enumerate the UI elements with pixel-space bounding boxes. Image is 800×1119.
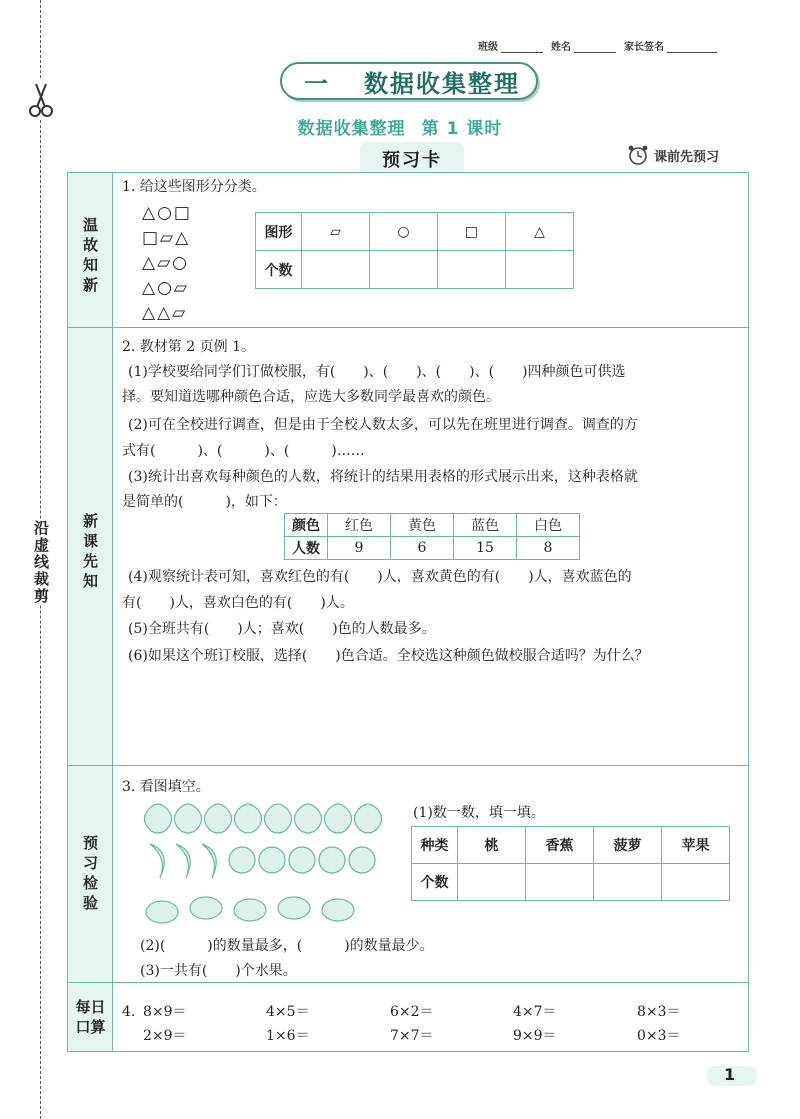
- fruit-picture: [140, 794, 395, 932]
- page-number: 1: [724, 1065, 736, 1084]
- class-field[interactable]: [501, 42, 543, 53]
- divider: [68, 765, 748, 766]
- table-header: 个数: [256, 251, 302, 289]
- color-cell: 蓝色: [454, 514, 517, 537]
- calc-item: 8×3＝: [637, 1004, 681, 1020]
- unit-title: 数据收集整理: [364, 69, 520, 98]
- answer-cell[interactable]: [302, 251, 370, 289]
- divider: [68, 982, 748, 983]
- name-label: 姓名: [551, 42, 571, 53]
- clock-icon: [626, 144, 650, 166]
- q2-line: (3)统计出喜欢每种颜色的人数，将统计的结果用表格的形式展示出来，这种表格就: [128, 469, 638, 485]
- q3-sub1: (1)数一数，填一填。: [413, 805, 545, 821]
- divider: [68, 327, 748, 328]
- answer-cell[interactable]: [506, 251, 574, 289]
- count-cell: 15: [454, 537, 517, 560]
- q2-line: 有( )人，喜欢白色的有( )人。: [122, 595, 354, 611]
- student-info: [478, 38, 725, 53]
- count-cell: 9: [328, 537, 391, 560]
- fruit-cell: 菠萝: [594, 827, 662, 864]
- table-header: 颜色: [285, 514, 328, 537]
- fruit-count-table: [411, 826, 730, 901]
- shape-count-table: [255, 212, 574, 289]
- section-label-check: 预习检验: [82, 834, 98, 912]
- calc-item: 6×2＝: [390, 1004, 434, 1020]
- shape-cell: ▱: [302, 213, 370, 251]
- answer-cell[interactable]: [370, 251, 438, 289]
- count-cell: 8: [517, 537, 580, 560]
- color-cell: 红色: [328, 514, 391, 537]
- lesson-name: 数据收集整理: [297, 119, 406, 139]
- color-cell: 黄色: [391, 514, 454, 537]
- section-label-new: 新课先知: [82, 512, 98, 590]
- name-field[interactable]: [574, 42, 616, 53]
- shape-cell: △: [506, 213, 574, 251]
- calc-item: 2×9＝: [143, 1028, 187, 1044]
- q2-line: (5)全班共有( )人；喜欢( )色的人数最多。: [128, 621, 436, 637]
- table-header: 图形: [256, 213, 302, 251]
- shape-row: △▱○: [142, 253, 189, 273]
- unit-number: 一: [304, 69, 328, 98]
- fruit-cell: 香蕉: [526, 827, 594, 864]
- lesson-period: 第 1 课时: [421, 119, 503, 139]
- answer-cell[interactable]: [438, 251, 506, 289]
- shape-row: △○▱: [142, 278, 189, 298]
- class-label: 班级: [478, 42, 498, 53]
- shape-cell: ○: [370, 213, 438, 251]
- preview-label: 课前先预习: [654, 149, 720, 165]
- q2-line: (4)观察统计表可知，喜欢红色的有( )人，喜欢黄色的有( )人，喜欢蓝色的: [128, 569, 632, 585]
- calc-item: 1×6＝: [266, 1028, 310, 1044]
- q2-prompt: 2. 教材第 2 页例 1。: [122, 339, 255, 355]
- q3-sub3: (3)一共有( )个水果。: [140, 963, 297, 979]
- fruit-cell: 桃: [458, 827, 526, 864]
- unit-banner: [280, 62, 538, 100]
- preview-tag: [626, 144, 719, 166]
- section-label-review: 温故知新: [82, 216, 98, 294]
- q2-line: (6)如果这个班订校服，选择( )色合适。全校选这种颜色做校服合适吗？为什么？: [128, 648, 649, 664]
- q2-line: (1)学校要给同学们订做校服，有( )、( )、( )、( )四种颜色可供选: [128, 364, 626, 380]
- color-stat-table: [284, 513, 580, 560]
- table-header: 个数: [412, 864, 458, 901]
- parent-sign-field[interactable]: [667, 42, 717, 53]
- q2-line: 式有( )、( )、( )……: [122, 443, 365, 459]
- card-title: 预习卡: [382, 150, 442, 171]
- calc-item: 9×9＝: [513, 1028, 557, 1044]
- answer-cell[interactable]: [594, 864, 662, 901]
- calc-item: 7×7＝: [390, 1028, 434, 1044]
- q3-prompt: 3. 看图填空。: [122, 779, 210, 795]
- shape-row: △○□: [142, 203, 192, 223]
- q2-line: (2)可在全校进行调查，但是由于全校人数太多，可以先在班里进行调查。调查的方: [128, 417, 638, 433]
- q2-line: 择。要知道选哪种颜色合适，应选大多数同学最喜欢的颜色。: [122, 389, 500, 405]
- color-cell: 白色: [517, 514, 580, 537]
- shape-row: △△▱: [142, 303, 188, 323]
- q4-prefix: 4.: [122, 1004, 136, 1020]
- parent-sign-label: 家长签名: [624, 42, 664, 53]
- cut-instruction: 沿虚线裁剪: [32, 520, 50, 605]
- lesson-title: [0, 114, 800, 139]
- calc-item: 8×9＝: [143, 1004, 187, 1020]
- q1-prompt: 1. 给这些图形分分类。: [122, 179, 266, 195]
- calc-item: 4×7＝: [513, 1004, 557, 1020]
- calc-item: 0×3＝: [637, 1028, 681, 1044]
- table-header: 人数: [285, 537, 328, 560]
- shape-cell: □: [438, 213, 506, 251]
- calc-item: 4×5＝: [266, 1004, 310, 1020]
- section-label-mental: 每日口算: [75, 998, 106, 1036]
- shape-row: □▱△: [142, 228, 191, 248]
- q3-sub2: (2)( )的数量最多，( )的数量最少。: [140, 938, 434, 954]
- answer-cell[interactable]: [458, 864, 526, 901]
- answer-cell[interactable]: [526, 864, 594, 901]
- count-cell: 6: [391, 537, 454, 560]
- answer-cell[interactable]: [662, 864, 730, 901]
- label-column: [68, 173, 113, 1051]
- table-header: 种类: [412, 827, 458, 864]
- fruit-cell: 苹果: [662, 827, 730, 864]
- q2-line: 是简单的( )，如下：: [122, 494, 287, 510]
